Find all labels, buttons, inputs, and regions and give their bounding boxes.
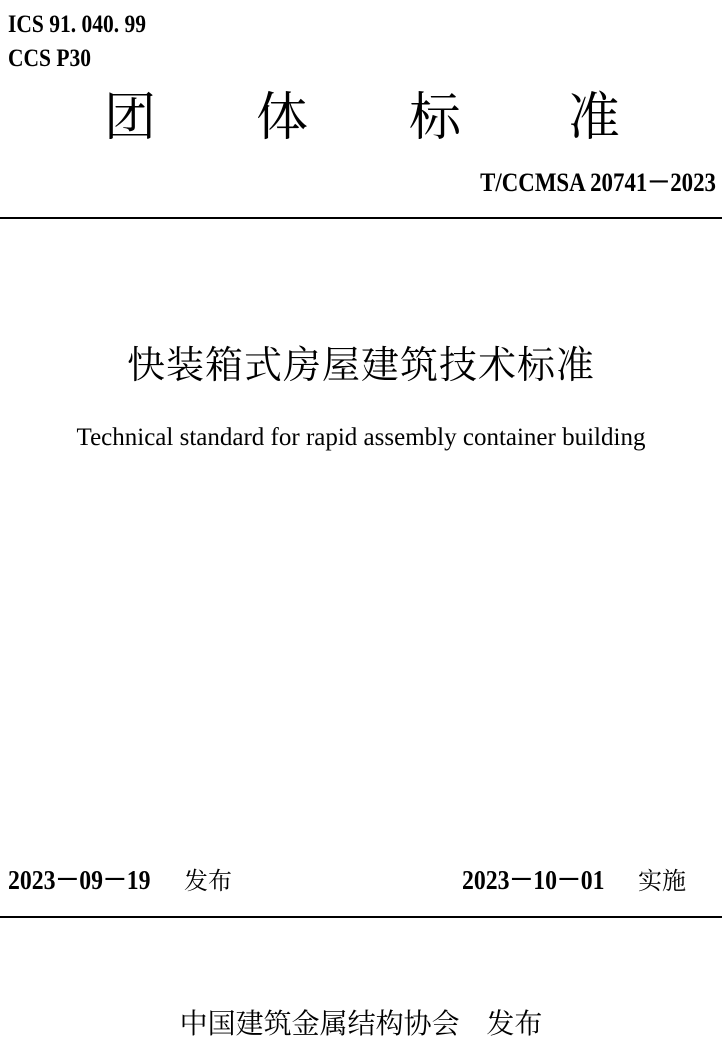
top-divider	[0, 217, 722, 219]
ccs-code: CCS P30	[8, 45, 92, 72]
title-chinese: 快装箱式房屋建筑技术标准	[126, 343, 595, 387]
standard-number: T/CCMSA 20741－2023	[480, 168, 716, 197]
implement-date	[462, 858, 686, 897]
publisher	[0, 1002, 722, 1042]
title-english: Technical standard for rapid assembly container building	[76, 424, 646, 451]
publisher-label: 发布	[486, 1007, 543, 1040]
category-char: 体	[256, 88, 309, 148]
issue-date	[8, 858, 232, 897]
implement-label: 实施	[638, 867, 686, 895]
ics-code: ICS 91. 040. 99	[8, 11, 146, 38]
implement-date-value: 2023－10－01	[462, 865, 605, 895]
issue-label: 发布	[184, 867, 232, 895]
category-char: 团	[104, 88, 157, 148]
classification-codes	[8, 8, 146, 76]
issue-date-value: 2023－09－19	[8, 865, 151, 895]
category-char: 标	[409, 88, 462, 148]
bottom-divider	[0, 916, 722, 918]
publisher-name: 中国建筑金属结构协会	[179, 1007, 460, 1040]
category-char: 准	[568, 88, 621, 148]
